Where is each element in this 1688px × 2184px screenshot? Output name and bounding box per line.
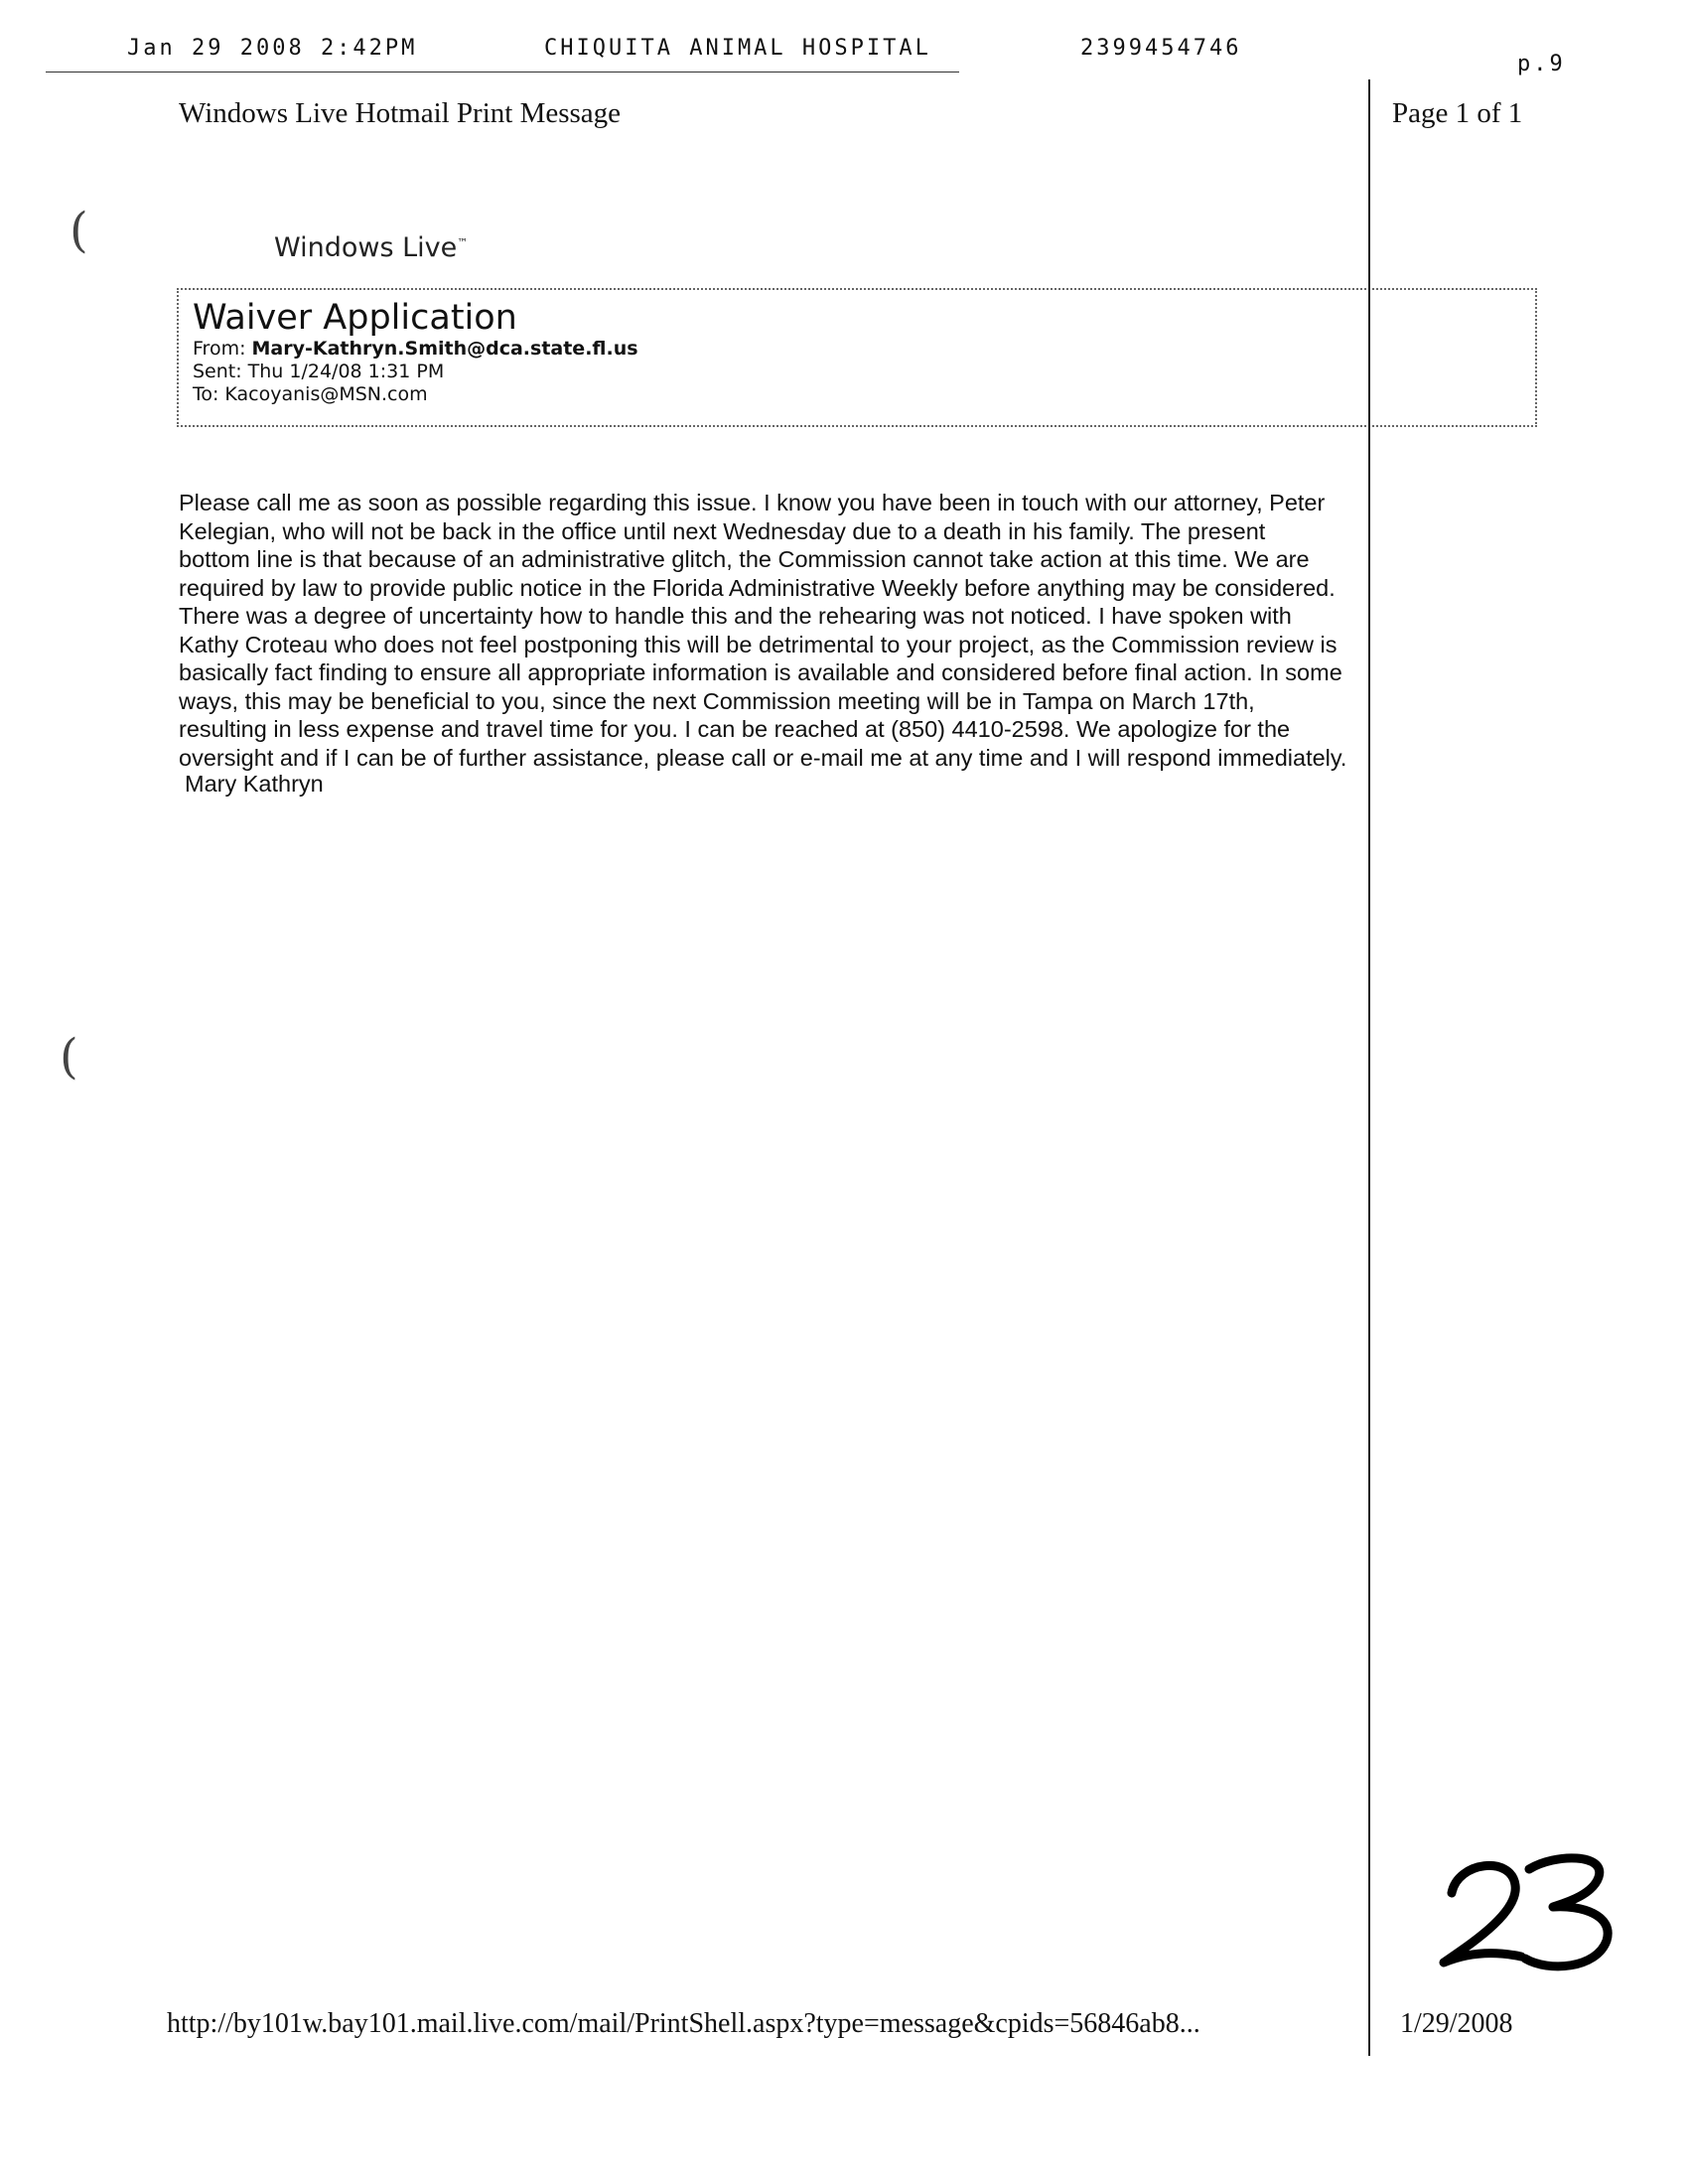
- body-line: oversight and if I can be of further assistance, please call or e-mail me at any time and I will respond immediately.: [179, 744, 1347, 771]
- footer-url: http://by101w.bay101.mail.live.com/mail/PrintShell.aspx?type=message&cpids=56846ab8...: [167, 2008, 1200, 2039]
- message-sent: [193, 361, 1521, 383]
- from-label: From:: [193, 338, 246, 360]
- message-subject: Waiver Application: [193, 298, 517, 338]
- logo-text: Windows Live: [274, 232, 458, 263]
- fax-header-rule: [46, 72, 959, 73]
- message-signature: Mary Kathryn: [185, 771, 324, 797]
- windows-live-logo: [274, 232, 468, 263]
- body-line: Please call me as soon as possible regarding this issue. I know you have been in touch with our attorney, Peter: [179, 490, 1326, 515]
- fax-datetime: Jan 29 2008 2:42PM: [127, 36, 418, 61]
- body-line: Kelegian, who will not be back in the office until next Wednesday due to a death in his family. The present: [179, 517, 1266, 544]
- message-from: [193, 338, 1521, 361]
- fax-phone: 2399454746: [1080, 36, 1242, 61]
- print-page-count: Page 1 of 1: [1392, 97, 1523, 129]
- body-line: bottom line is that because of an administrative glitch, the Commission cannot take action at this time. We are: [179, 546, 1310, 572]
- footer-date: 1/29/2008: [1400, 2008, 1513, 2039]
- message-to: [193, 383, 1521, 406]
- body-line: ways, this may be beneficial to you, since the next Commission meeting will be in Tampa on March 17th,: [179, 687, 1255, 714]
- sent-label: Sent:: [193, 361, 242, 382]
- fax-header: [127, 36, 1241, 61]
- fax-sender: CHIQUITA ANIMAL HOSPITAL: [544, 36, 931, 61]
- to-label: To:: [193, 383, 219, 405]
- hole-punch-mark: (: [60, 1029, 78, 1085]
- fax-page-number: p.9: [1517, 52, 1566, 76]
- message-header-box: [177, 288, 1537, 427]
- message-body: [179, 489, 1549, 772]
- body-line: There was a degree of uncertainty how to handle this and the rehearing was not noticed. I have spoken with: [179, 603, 1292, 629]
- to-value: Kacoyanis@MSN.com: [224, 383, 428, 405]
- hole-punch-mark: (: [70, 203, 88, 258]
- body-line: Kathy Croteau who does not feel postponing this will be detrimental to your project, as the Commission review is: [179, 631, 1337, 657]
- body-line: resulting in less expense and travel time for you. I can be reached at (850) 4410-2598. We apologize for the: [179, 716, 1291, 742]
- trademark-mark: ™: [457, 236, 469, 249]
- print-title: Windows Live Hotmail Print Message: [179, 97, 622, 129]
- from-value: Mary-Kathryn.Smith@dca.state.fl.us: [251, 338, 638, 360]
- body-line: basically fact finding to ensure all appropriate information is available and considered before final action. In some: [179, 659, 1342, 685]
- sent-value: Thu 1/24/08 1:31 PM: [247, 361, 445, 382]
- handwritten-page-number: [1430, 1847, 1618, 1976]
- scan-artifact-line: [1368, 79, 1370, 2056]
- body-line: required by law to provide public notice in the Florida Administrative Weekly before anything may be considered.: [179, 574, 1336, 601]
